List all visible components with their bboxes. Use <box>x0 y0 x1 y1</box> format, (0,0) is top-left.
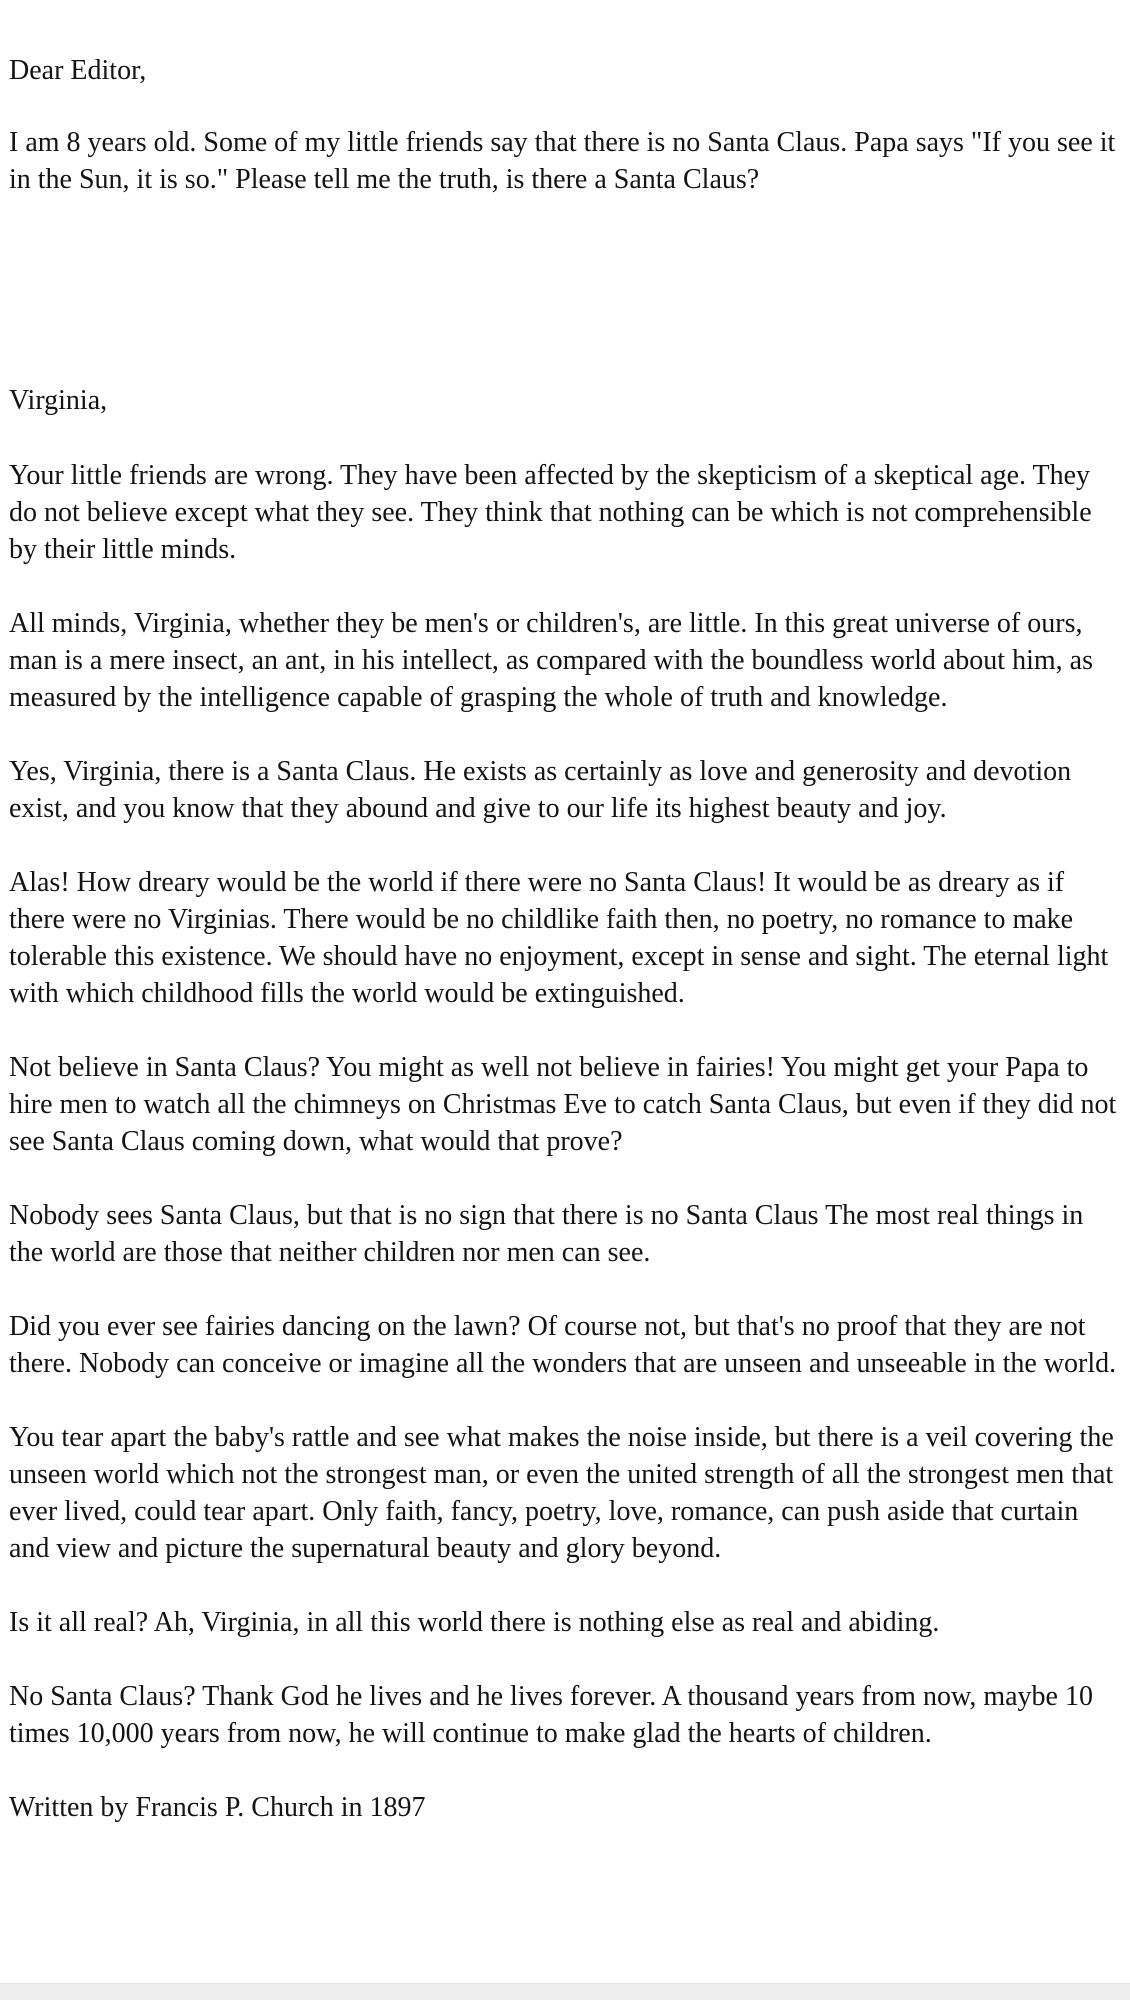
reply-paragraph: Yes, Virginia, there is a Santa Claus. He exists as certainly as love and generosity and devotion exist, and you know that they abound and give to our life its highest beauty and joy. <box>9 756 1072 824</box>
bottom-bar <box>0 1983 1130 2000</box>
reply-paragraph: No Santa Claus? Thank God he lives and he lives forever. A thousand years from now, maybe 10 times 10,000 years from now, he will continue to make glad the hearts of children. <box>9 1681 1093 1749</box>
signature: Written by Francis P. Church in 1897 <box>9 1792 426 1823</box>
reply-paragraph: Nobody sees Santa Claus, but that is no sign that there is no Santa Claus The most real things in the world are those that neither children nor men can see. <box>9 1200 1084 1268</box>
reply-paragraph: Is it all real? Ah, Virginia, in all this world there is nothing else as real and abiding. <box>9 1607 940 1638</box>
reply-body <box>9 457 1124 1826</box>
letter-body: I am 8 years old. Some of my little friends say that there is no Santa Claus. Papa says "If you see it in the Sun, it is so." Please tell me the truth, is there a Santa Claus? <box>9 127 1116 195</box>
reply-paragraph: All minds, Virginia, whether they be men's or children's, are little. In this great universe of ours, man is a mere insect, an ant, in his intellect, as compared with the boundless world about him, as measured by the intelligence capable of grasping the whole of truth and knowledge. <box>9 608 1093 713</box>
reply-paragraph: Did you ever see fairies dancing on the lawn? Of course not, but that's no proof that they are not there. Nobody can conceive or imagine all the wonders that are unseen and unseeable in the world. <box>9 1311 1117 1379</box>
reply-greeting: Virginia, <box>9 385 108 416</box>
reply-paragraph: Alas! How dreary would be the world if there were no Santa Claus! It would be as dreary as if there were no Virginias. There would be no childlike faith then, no poetry, no romance to make tolerable this existence. We should have no enjoyment, except in sense and sight. The eternal light with which childhood fills the world would be extinguished. <box>9 867 1109 1009</box>
letter-greeting: Dear Editor, <box>9 55 147 86</box>
reply-paragraph: Not believe in Santa Claus? You might as well not believe in fairies! You might get your Papa to hire men to watch all the chimneys on Christmas Eve to catch Santa Claus, but even if they did not see Santa Claus coming down, what would that prove? <box>9 1052 1117 1157</box>
reply-paragraph: You tear apart the baby's rattle and see what makes the noise inside, but there is a veil covering the unseen world which not the strongest man, or even the united strength of all the strongest men that ever lived, could tear apart. Only faith, fancy, poetry, love, romance, can push aside that curtain and view and picture the supernatural beauty and glory beyond. <box>9 1422 1114 1564</box>
reply-paragraph: Your little friends are wrong. They have been affected by the skepticism of a skeptical age. They do not believe except what they see. They think that nothing can be which is not comprehensible by their little minds. <box>9 460 1092 565</box>
